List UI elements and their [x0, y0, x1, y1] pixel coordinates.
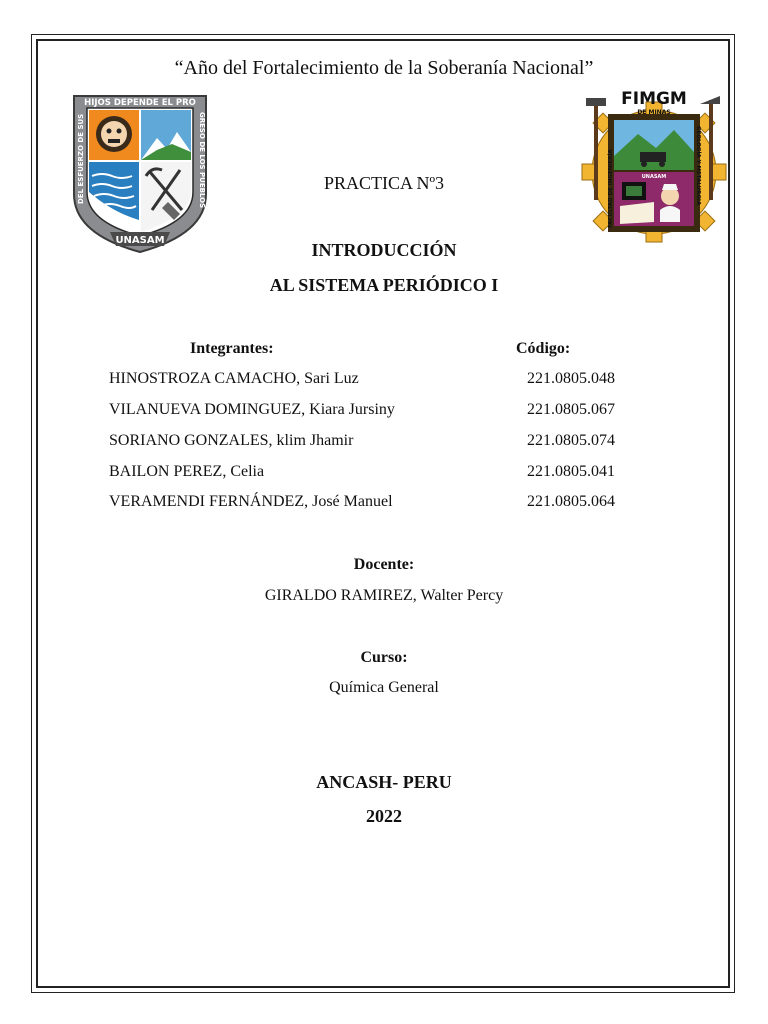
- fimgm-bottom-text: UNASAM: [641, 174, 667, 180]
- members-header: Integrantes:: [190, 340, 274, 357]
- document-title-line2: AL SISTEMA PERIÓDICO I: [269, 275, 499, 295]
- course-label: Curso:: [360, 649, 408, 666]
- unasam-banner-text: UNASAM: [115, 235, 165, 246]
- member-code: 221.0805.041: [527, 463, 615, 480]
- member-name: HINOSTROZA CAMACHO, Sari Luz: [109, 370, 359, 387]
- member-code: 221.0805.067: [527, 401, 615, 418]
- national-motto: “Año del Fortalecimiento de la Soberanía Nacional”: [174, 57, 594, 79]
- unasam-left-text: DEL ESFUERZO DE SUS: [77, 113, 85, 204]
- member-code: 221.0805.074: [527, 432, 615, 449]
- unasam-ring-text: HIJOS DEPENDE EL PRO: [84, 98, 196, 108]
- member-row: [0, 463, 768, 487]
- location: ANCASH- PERU: [316, 772, 452, 792]
- unasam-right-text: GRESO DE LOS PUEBLOS: [198, 112, 206, 209]
- fimgm-gear-icon: [578, 86, 730, 244]
- teacher-label: Docente:: [353, 556, 415, 573]
- member-name: VERAMENDI FERNÁNDEZ, José Manuel: [109, 493, 393, 510]
- fimgm-right-arc: GEOLOGÍA Y METALURGIA: [695, 126, 701, 206]
- course-name: Química General: [329, 679, 439, 696]
- fimgm-top-text: FIMGM: [621, 89, 687, 109]
- member-row: [0, 401, 768, 425]
- document-title-line1: INTRODUCCIÓN: [311, 240, 457, 260]
- member-row: [0, 493, 768, 517]
- member-code: 221.0805.064: [527, 493, 615, 510]
- fimgm-sub-text: DE MINAS: [637, 109, 671, 116]
- member-name: VILANUEVA DOMINGUEZ, Kiara Jursiny: [109, 401, 395, 418]
- practice-number: PRACTICA Nº3: [323, 173, 445, 193]
- year: 2022: [366, 806, 402, 826]
- member-row: [0, 370, 768, 394]
- fimgm-left-arc: FACULTAD DE INGENIERÍA: [608, 149, 614, 228]
- member-row: [0, 432, 768, 456]
- teacher-name: GIRALDO RAMIREZ, Walter Percy: [264, 587, 504, 604]
- member-name: BAILON PEREZ, Celia: [109, 463, 265, 480]
- member-name: SORIANO GONZALES, klim Jhamir: [109, 432, 354, 449]
- member-code: 221.0805.048: [527, 370, 615, 387]
- codes-header: Código:: [516, 340, 571, 357]
